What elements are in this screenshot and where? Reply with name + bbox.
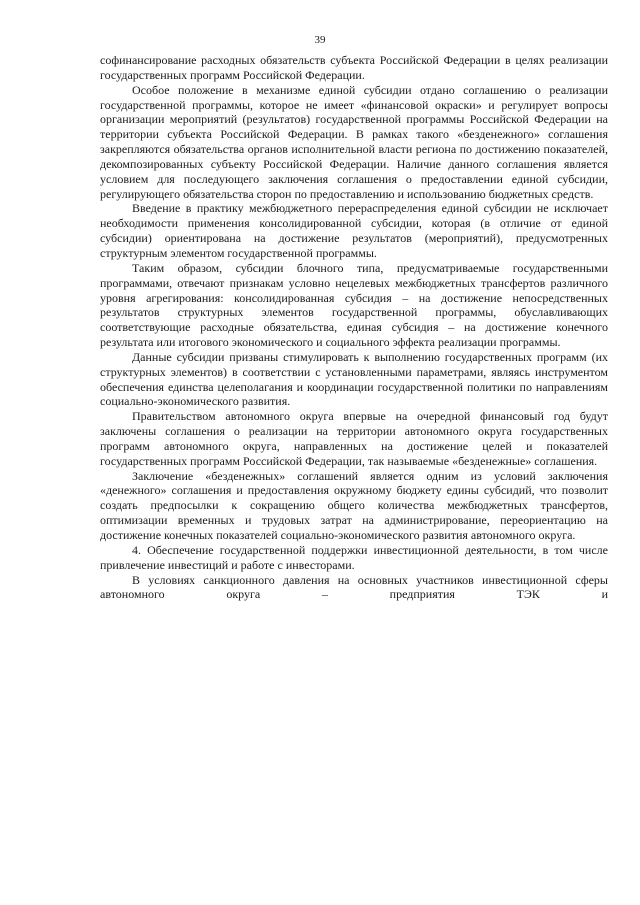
paragraph: В условиях санкционного давления на основных участников инвестиционной сферы автономного округа – предприятия ТЭК и — [100, 572, 608, 602]
paragraph: софинансирование расходных обязательств субъекта Российской Федерации в целях реализации государственных программ Российской Федерации. — [100, 53, 608, 82]
paragraph: Заключение «безденежных» соглашений является одним из условий заключения «денежного» соглашения и предоставления окружному бюджету едины субсидий, что позволит создать предпосылки к сокращению общего количества межбюджетных трансфертов, оптимизации временных и трудовых затрат на администрирование, переориентацию на достижение конечных показателей социально-экономического развития автономного округа. — [100, 468, 608, 542]
page-number: 39 — [314, 34, 326, 46]
document-body — [100, 53, 608, 602]
paragraph: Особое положение в механизме единой субсидии отдано соглашению о реализации государственной программы, которое не имеет «финансовой окраски» и регулирует вопросы организации мероприятий (результатов) государственной программы Российской Федерации на территории субъекта Российской Федерации. В рамках такого «безденежного» соглашения закрепляются обязательства органов исполнительной власти региона по достижению показателей, декомпозированных субъекту Российской Федерации. Наличие данного соглашения является условием для последующего заключения соглашения о предоставлении единой субсидии, регулирующего обязательства сторон по предоставлению и использованию бюджетных средств. — [100, 82, 608, 201]
paragraph: Правительством автономного округа впервые на очередной финансовый год будут заключены соглашения о реализации на территории автономного округа государственных программ автономного округа, направленных на достижение целей и показателей государственных программ Российской Федерации, так называемые «безденежные» соглашения. — [100, 409, 608, 468]
section-heading-paragraph: 4. Обеспечение государственной поддержки инвестиционной деятельности, в том числе привлечение инвестиций и работе с инвесторами. — [100, 542, 608, 572]
paragraph: Данные субсидии призваны стимулировать к выполнению государственных программ (их структурных элементов) в соответствии с установленными параметрами, являясь инструментом обеспечения единства целеполагания и координации государственной политики по направлениям социально-экономического развития. — [100, 349, 608, 409]
paragraph: Введение в практику межбюджетного перераспределения единой субсидии не исключает необходимости применения консолидированной субсидии, которая (в отличие от единой субсидии) ориентирована на достижение результатов (мероприятий), предусмотренных структурным элементом государственной программы. — [100, 201, 608, 260]
paragraph: Таким образом, субсидии блочного типа, предусматриваемые государственными программами, отвечают признакам условно нецелевых межбюджетных трансфертов различного уровня агрегирования: консолидированная субсидия – на достижение непосредственных результатов структурных элементов государственной программы, обуславливающих соответствующие расходные обязательства, единая субсидия – на достижение конечного результата или итогового экономического и социального эффекта реализации программы. — [100, 260, 608, 350]
